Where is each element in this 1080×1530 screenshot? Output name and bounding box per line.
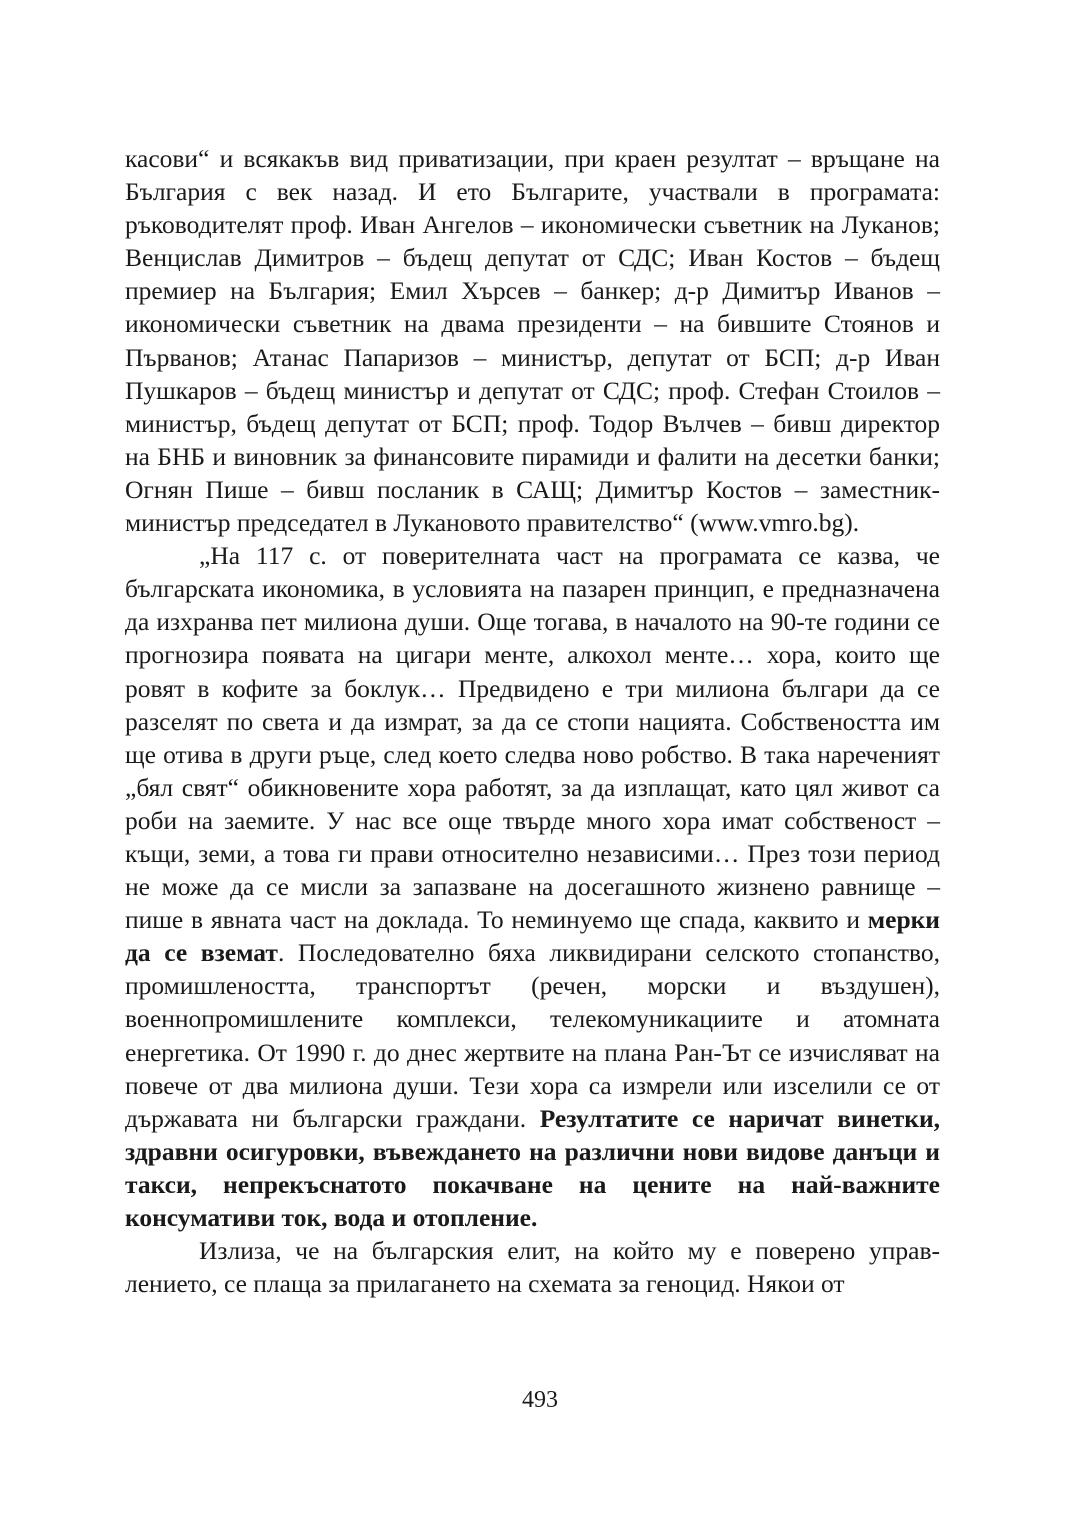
page-number: 493 (522, 1387, 558, 1413)
paragraph-3: Излиза, че на българския елит, на който му е поверено управлението, се плаща за прилагането на схемата за геноцид. Някои от (125, 1236, 940, 1299)
paragraph-2-text-a: „На 117 с. от поверителната част на програмата се казва, че българската икономика, в условията на пазарен принцип, е предназначена да изхранва пет милиона души. Още тогава, в началото на 90-те години се прогнозира появата на цигари менте, алкохол менте… хора, които ще ровят в кофите за боклук… Предвидено е три милиона българи да се разселят по света и да измрат, за да се стопи нацията. Собствеността им ще отива в други ръце, след което следва ново робство. В така нареченият „бял свят“ обикновените хора работят, за да изплащат, като цял живот са роби на заемите. У нас все още твърде много хора имат собственост – къщи, земи, а това ги прави относително независими… През този период не може да се мисли за запазване на досегашното жизнено равнище – пише в явната част на доклада. То неминуемо ще спада, каквито и (125, 541, 940, 935)
paragraph-1: касови“ и всякакъв вид приватизации, при краен резултат – връщане на България с век назад. И ето Българите, участвали в програмата: ръководителят проф. Иван Ангелов – икономически съветник на Луканов; Венцислав Димитров – бъдещ депутат от СДС; Иван Костов – бъдещ премиер на България; Емил Хърсев – банкер; д-р Димитър Иванов – икономически съветник на двама президенти – на бившите Стоянов и Първанов; Атанас Папаризов – министър, депутат от БСП; д-р Иван Пушкаров – бъдещ министър и депутат от СДС; проф. Стефан Стоилов – министър, бъдещ депутат от БСП; проф. Тодор Вълчев – бивш директор на БНБ и виновник за финансовите пирамиди и фалити на десетки банки; Огнян Пише – бивш посланик в САЩ; Димитър Костов – заместник-министър председател в Лукановото правителство“ (www.vmro.bg). (125, 144, 940, 538)
page-body (125, 142, 940, 1300)
paragraph-2-bold-phrase: мерки да се вземат (125, 905, 941, 968)
paragraph-2-bold-conclusion: Резултатите се наричат винетки, здравни осигуровки, въвеждането на различни нови видове данъци и такси, непрекъснатото покачване на цените на най-важните консумативи ток, вода и отопление. (125, 1103, 941, 1232)
paragraph-2 (125, 539, 940, 1234)
paragraph-2-text-b: . Последователно бяха ликвидирани селското стопанство, промишлеността, транспортът (речен, морски и въздушен), военнопромишлените комплекси, телекомуникациите и атомната енергетика. От 1990 г. до днес жертвите на плана Ран-Ът се изчисляват на повече от два милиона души. Тези хора са измрели или изселили се от държавата ни български граждани. (125, 938, 940, 1133)
